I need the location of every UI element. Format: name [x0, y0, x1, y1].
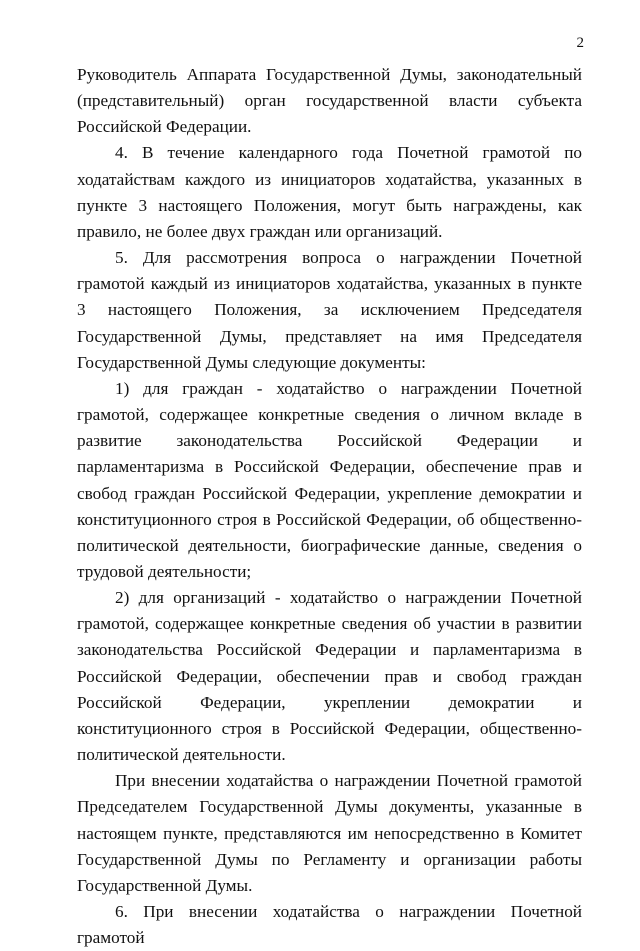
- document-body: [77, 62, 582, 951]
- paragraph-subitem-2: 2) для организаций - ходатайство о награждении Почетной грамотой, содержащее конкретные сведения об участии в развитии законодательства Российской Федерации и парламентаризма в Российской Федерации, обеспечении прав и свобод граждан Российской Федерации, укреплении демократии и конституционного строя в Российской Федерации, общественно-политической деятельности.: [77, 588, 582, 765]
- paragraph-item-6: 6. При внесении ходатайства о награждении Почетной грамотой: [77, 902, 582, 948]
- paragraph-item-5: 5. Для рассмотрения вопроса о награждении Почетной грамотой каждый из инициаторов ходатайства, указанных в пункте 3 настоящего Положения, за исключением Председателя Государственной Думы, представляет на имя Председателя Государственной Думы следующие документы:: [77, 248, 582, 372]
- paragraph-subitem-1: 1) для граждан - ходатайство о награждении Почетной грамотой, содержащее конкретные сведения о личном вкладе в развитие законодательства Российской Федерации и парламентаризма в Российской Федерации, обеспечение прав и свобод граждан Российской Федерации, укрепление демократии и конституционного строя в Российской Федерации, об общественно-политической деятельности, биографические данные, сведения о трудовой деятельности;: [77, 378, 582, 581]
- paragraph-continuation: Руководитель Аппарата Государственной Думы, законодательный (представительный) орган государственной власти субъекта Российской Федерации.: [77, 65, 582, 137]
- paragraph-item-4: 4. В течение календарного года Почетной грамотой по ходатайствам каждого из инициаторов ходатайства, указанных в пункте 3 настоящего Положения, могут быть награждены, как правило, не более двух граждан или организаций.: [77, 143, 582, 241]
- page-number: 2: [576, 35, 584, 51]
- paragraph-chairman-submission: При внесении ходатайства о награждении Почетной грамотой Председателем Государственной Думы документы, указанные в настоящем пункте, представляются им непосредственно в Комитет Государственной Думы по Регламенту и организации работы Государственной Думы.: [77, 771, 582, 895]
